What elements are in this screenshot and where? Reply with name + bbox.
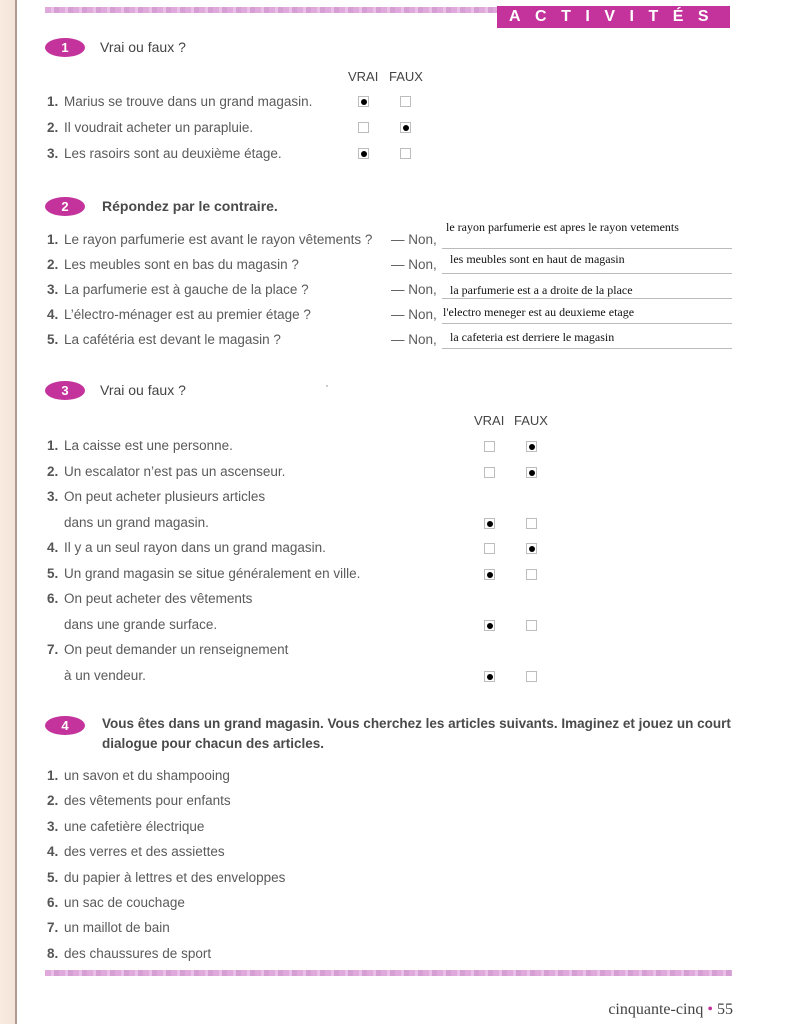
check-dot-icon [529,546,535,552]
page-footer [608,1001,733,1019]
answer-field[interactable]: les meubles sont en haut de magasin [450,252,625,266]
ex4-item [47,895,185,910]
answer-underline [442,323,732,324]
check-dot-icon [361,151,367,157]
item-number: 7. [47,920,59,936]
ex3-faux-checkbox[interactable] [526,441,537,452]
ex4-item [47,870,285,885]
check-dot-icon [529,444,535,450]
check-dot-icon [403,125,409,131]
ex3-item-continuation [47,668,146,683]
item-number: 8. [47,945,59,961]
ex1-vrai-checkbox[interactable] [358,148,369,159]
ex1-faux-checkbox[interactable] [400,122,411,133]
item-number: 4. [47,844,59,860]
answer-underline [442,273,732,274]
item-number: 5. [47,869,59,885]
non-label: — Non, [391,232,437,247]
ex4-item [47,946,211,961]
ex4-item [47,768,230,783]
ex2-item [47,232,372,247]
ex3-vrai-checkbox[interactable] [484,467,495,478]
item-text: Il voudrait acheter un parapluie. [64,120,254,135]
ex3-faux-checkbox[interactable] [526,518,537,529]
item-text: un savon et du shampooing [64,768,230,783]
item-text: Il y a un seul rayon dans un grand magasin. [64,540,326,555]
item-number: 1. [47,438,59,453]
ex1-item [47,120,253,135]
ex3-item-continuation [47,515,209,530]
scan-speck [326,385,328,387]
ex1-col-faux: FAUX [389,69,423,84]
non-label: — Non, [391,307,437,322]
answer-underline [442,248,732,249]
item-number: 2. [47,120,59,135]
ex4-item [47,819,204,834]
ex3-col-vrai: VRAI [474,413,505,428]
item-number: 4. [47,307,59,322]
item-text: La cafétéria est devant le magasin ? [64,332,281,347]
answer-field[interactable]: la cafeteria est derriere le magasin [450,330,615,344]
item-text: des vêtements pour enfants [64,793,231,809]
item-text: On peut acheter des vêtements [64,591,253,606]
footer-bullet: • [707,1001,713,1018]
exercise-1-title: Vrai ou faux ? [100,39,186,55]
ex3-col-faux: FAUX [514,413,548,428]
check-dot-icon [487,572,493,578]
check-dot-icon [529,470,535,476]
answer-field[interactable]: la parfumerie est a a droite de la place [450,283,633,297]
exercise-3-badge: 3 [45,381,85,400]
item-text: dans une grande surface. [64,616,218,632]
item-text: La parfumerie est à gauche de la place ? [64,282,309,297]
item-text: Marius se trouve dans un grand magasin. [64,94,313,109]
exercise-4-badge: 4 [45,716,85,735]
exercise-1-badge: 1 [45,38,85,57]
answer-field[interactable]: le rayon parfumerie est apres le rayon vetements [446,220,679,234]
ex3-item [47,566,360,581]
item-number: 1. [47,232,59,247]
ex1-vrai-checkbox[interactable] [358,96,369,107]
ex4-item [47,920,170,935]
binding-line [15,0,17,1024]
non-label: — Non, [391,332,437,347]
answer-field[interactable]: l'electro meneger est au deuxieme etage [443,305,635,319]
ex3-item [47,642,288,657]
item-text: des verres et des assiettes [64,844,225,860]
ex3-faux-checkbox[interactable] [526,569,537,580]
item-number: 6. [47,895,59,910]
answer-underline [442,348,732,349]
item-text: un sac de couchage [64,895,185,910]
ex1-item [47,146,282,161]
item-number: 5. [47,565,59,581]
check-dot-icon [487,623,493,629]
ex3-vrai-checkbox[interactable] [484,620,495,631]
check-dot-icon [361,99,367,105]
top-decorative-band [45,7,497,13]
exercise-3-title: Vrai ou faux ? [100,382,186,398]
item-text: On peut demander un renseignement [64,642,289,657]
item-text: à un vendeur. [64,667,146,683]
non-label: — Non, [391,257,437,272]
item-number: 3. [47,282,59,297]
page-number-word: cinquante-cinq [608,1001,704,1018]
ex1-col-vrai: VRAI [348,69,379,84]
ex3-faux-checkbox[interactable] [526,543,537,554]
item-text: un maillot de bain [64,920,170,936]
item-number: 2. [47,463,59,479]
item-text: L’électro-ménager est au premier étage ? [64,307,311,322]
ex3-vrai-checkbox[interactable] [484,441,495,452]
ex4-item [47,793,231,808]
ex3-item [47,464,285,479]
ex2-item [47,257,299,272]
item-number: 3. [47,489,59,504]
non-label: — Non, [391,282,437,297]
ex4-item [47,844,225,859]
answer-underline [442,298,732,299]
check-dot-icon [487,521,493,527]
item-number: 3. [47,818,59,834]
ex3-vrai-checkbox[interactable] [484,543,495,554]
ex3-vrai-checkbox[interactable] [484,569,495,580]
ex3-vrai-checkbox[interactable] [484,671,495,682]
item-number: 6. [47,591,59,606]
page-binding-edge [0,0,16,1024]
item-number: 7. [47,642,59,657]
ex3-item [47,591,252,606]
item-number: 2. [47,257,59,272]
ex2-item [47,282,309,297]
ex3-item [47,438,233,453]
item-number: 5. [47,332,59,347]
ex2-item [47,332,281,347]
item-text: La caisse est une personne. [64,438,233,453]
page-number: 55 [717,1001,733,1018]
check-dot-icon [487,674,493,680]
ex3-faux-checkbox[interactable] [526,620,537,631]
ex3-faux-checkbox[interactable] [526,671,537,682]
item-text: Un grand magasin se situe généralement en ville. [64,565,361,581]
ex1-vrai-checkbox[interactable] [358,122,369,133]
item-text: On peut acheter plusieurs articles [64,489,266,504]
ex3-item-continuation [47,617,217,632]
item-text: dans un grand magasin. [64,514,209,530]
item-text: Les rasoirs sont au deuxième étage. [64,146,282,161]
ex3-faux-checkbox[interactable] [526,467,537,478]
ex1-item [47,94,312,109]
exercise-4-title-line2: dialogue pour chacun des articles. [102,736,325,751]
exercise-2-title: Répondez par le contraire. [102,198,278,214]
item-text: Un escalator n’est pas un ascenseur. [64,463,286,479]
ex2-item [47,307,311,322]
exercise-4-title-line1: Vous êtes dans un grand magasin. Vous cherchez les articles suivants. Imaginez et jouez un court [102,716,731,731]
item-text: une cafetière électrique [64,818,205,834]
item-number: 4. [47,540,59,555]
ex1-faux-checkbox[interactable] [400,148,411,159]
item-number: 3. [47,146,59,161]
ex3-item [47,540,326,555]
item-text: du papier à lettres et des enveloppes [64,869,286,885]
bottom-decorative-band [45,970,732,976]
activites-banner: ACTIVITÉS [497,6,730,28]
ex3-vrai-checkbox[interactable] [484,518,495,529]
item-text: Le rayon parfumerie est avant le rayon vêtements ? [64,232,373,247]
ex3-item [47,489,265,504]
item-number: 1. [47,94,59,109]
exercise-2-badge: 2 [45,197,85,216]
item-text: des chaussures de sport [64,945,212,961]
item-number: 1. [47,768,59,783]
ex1-faux-checkbox[interactable] [400,96,411,107]
item-text: Les meubles sont en bas du magasin ? [64,257,299,272]
item-number: 2. [47,793,59,809]
